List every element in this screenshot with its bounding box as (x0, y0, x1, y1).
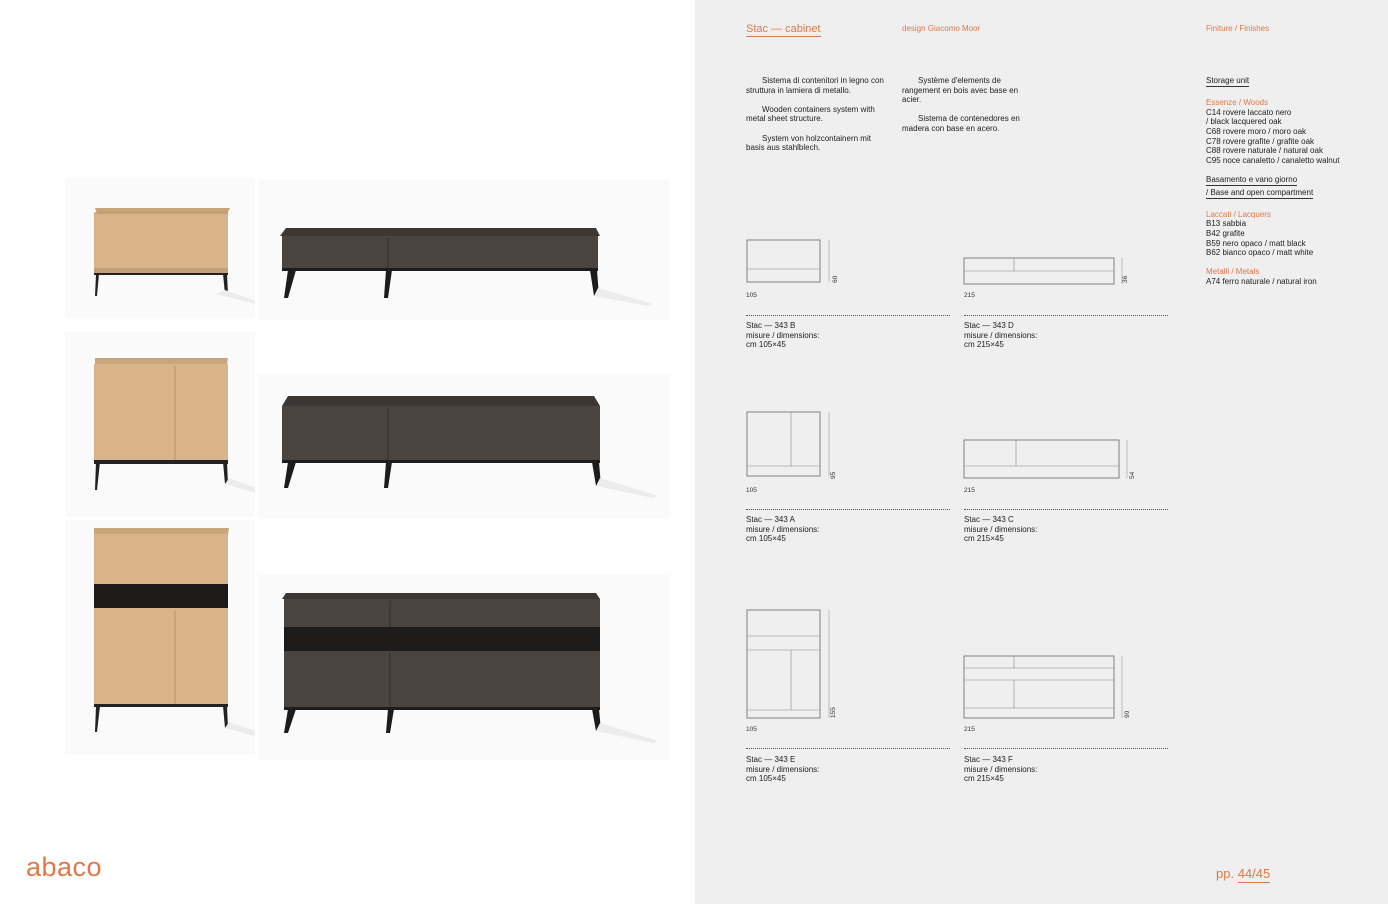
item-size: cm 215×45 (964, 774, 1004, 784)
item-caption-343b (746, 321, 819, 350)
description-col1 (746, 76, 891, 162)
item-dimensions-label: misure / dimensions: (964, 524, 1038, 534)
base-heading-line2: / Base and open compartment (1206, 187, 1314, 197)
cabinet-343f-image (258, 575, 670, 760)
separator (964, 509, 1168, 510)
description-es: Sistema de contenedores en madera con base en acero. (902, 114, 1020, 133)
item-caption-343e (746, 755, 819, 784)
description-col2 (902, 76, 1027, 143)
lacquer-item: B59 nero opaco / matt black (1206, 238, 1306, 248)
item-size: cm 105×45 (746, 774, 786, 784)
woods-heading: Essenze / Woods (1206, 98, 1269, 108)
drawing-343f (962, 652, 1132, 720)
cabinet-343c-image (258, 374, 670, 519)
drawing-343a (744, 408, 844, 480)
drawing-343b (744, 236, 844, 288)
finishes-label: Finiture / Finishes (1206, 24, 1270, 33)
item-size: cm 105×45 (746, 340, 786, 350)
description-fr: Système d'elements de rangement en bois avec base en acier. (902, 76, 1019, 105)
separator (746, 748, 950, 749)
lacquer-item: B42 grafite (1206, 228, 1245, 238)
item-caption-343d (964, 321, 1037, 350)
photo-cabinet-343c (258, 374, 670, 519)
separator (746, 315, 950, 316)
photo-cabinet-343d (258, 180, 670, 320)
dim-height: 95 (830, 471, 837, 479)
dim-width: 215 (964, 487, 975, 494)
wood-item: C88 rovere naturale / natural oak (1206, 146, 1323, 156)
lacquer-item: B13 sabbia (1206, 219, 1247, 229)
drawing-343d (962, 254, 1132, 288)
photo-cabinet-343a (65, 332, 255, 517)
item-code: Stac — 343 C (964, 515, 1014, 524)
cabinet-343e-image (65, 520, 255, 755)
wood-item: / black lacquered oak (1206, 117, 1282, 127)
item-dimensions-label: misure / dimensions: (746, 524, 820, 534)
dim-height: 90 (1124, 710, 1131, 718)
item-dimensions-label: misure / dimensions: (746, 330, 820, 340)
storage-unit-heading: Storage unit (1206, 76, 1250, 85)
description-de: System von holzcontainern mit basis aus stahlblech. (746, 133, 871, 153)
wood-item: C95 noce canaletto / canaletto walnut (1206, 155, 1340, 165)
item-code: Stac — 343 D (964, 321, 1014, 330)
photo-cabinet-343f (258, 575, 670, 760)
dim-height: 155 (830, 707, 837, 718)
photo-cabinet-343e (65, 520, 255, 755)
item-caption-343a (746, 515, 819, 544)
base-heading-line1: Basamento e vano giorno (1206, 174, 1298, 184)
lacquers-heading: Laccati / Lacquers (1206, 209, 1271, 219)
brand-logo: abaco (26, 852, 103, 882)
designer-credit: design Giacomo Moor (902, 24, 981, 33)
separator (964, 748, 1168, 749)
item-dimensions-label: misure / dimensions: (746, 764, 820, 774)
lacquer-item: B62 bianco opaco / matt white (1206, 248, 1314, 258)
metals-heading: Metalli / Metals (1206, 267, 1260, 277)
drawing-343c (962, 436, 1132, 480)
item-size: cm 215×45 (964, 340, 1004, 350)
cabinet-343b-image (65, 178, 255, 318)
wood-item: C14 rovere laccato nero (1206, 107, 1292, 117)
dim-width: 105 (746, 487, 757, 494)
wood-item: C68 rovere moro / moro oak (1206, 126, 1307, 136)
cabinet-343d-image (258, 180, 670, 320)
wood-item: C78 rovere grafite / grafite oak (1206, 136, 1315, 146)
finishes-list (1206, 76, 1381, 296)
dim-width: 215 (964, 292, 975, 299)
item-code: Stac — 343 E (746, 755, 796, 764)
separator (964, 315, 1168, 316)
item-size: cm 105×45 (746, 534, 786, 544)
item-code: Stac — 343 B (746, 321, 796, 330)
photo-cabinet-343b (65, 178, 255, 318)
description-en: Wooden containers system with metal sheet structure. (746, 104, 875, 124)
description-it: Sistema di contenitori in legno con struttura in lamiera di metallo. (746, 76, 884, 95)
dim-width: 105 (746, 726, 757, 733)
item-code: Stac — 343 F (964, 755, 1013, 764)
metal-item: A74 ferro naturale / natural iron (1206, 276, 1317, 286)
item-size: cm 215×45 (964, 534, 1004, 544)
dim-height: 36 (1122, 275, 1129, 283)
item-caption-343f (964, 755, 1037, 784)
separator (746, 509, 950, 510)
cabinet-343a-image (65, 332, 255, 517)
dim-height: 54 (1129, 471, 1136, 479)
dim-width: 215 (964, 726, 975, 733)
item-caption-343c (964, 515, 1037, 544)
drawing-343e (744, 606, 844, 722)
item-code: Stac — 343 A (746, 515, 795, 524)
dim-width: 105 (746, 292, 757, 299)
item-dimensions-label: misure / dimensions: (964, 764, 1038, 774)
dim-height: 60 (832, 275, 839, 283)
item-dimensions-label: misure / dimensions: (964, 330, 1038, 340)
page-number: pp. 44/45 (1216, 866, 1271, 881)
product-title: Stac — cabinet (746, 23, 821, 35)
